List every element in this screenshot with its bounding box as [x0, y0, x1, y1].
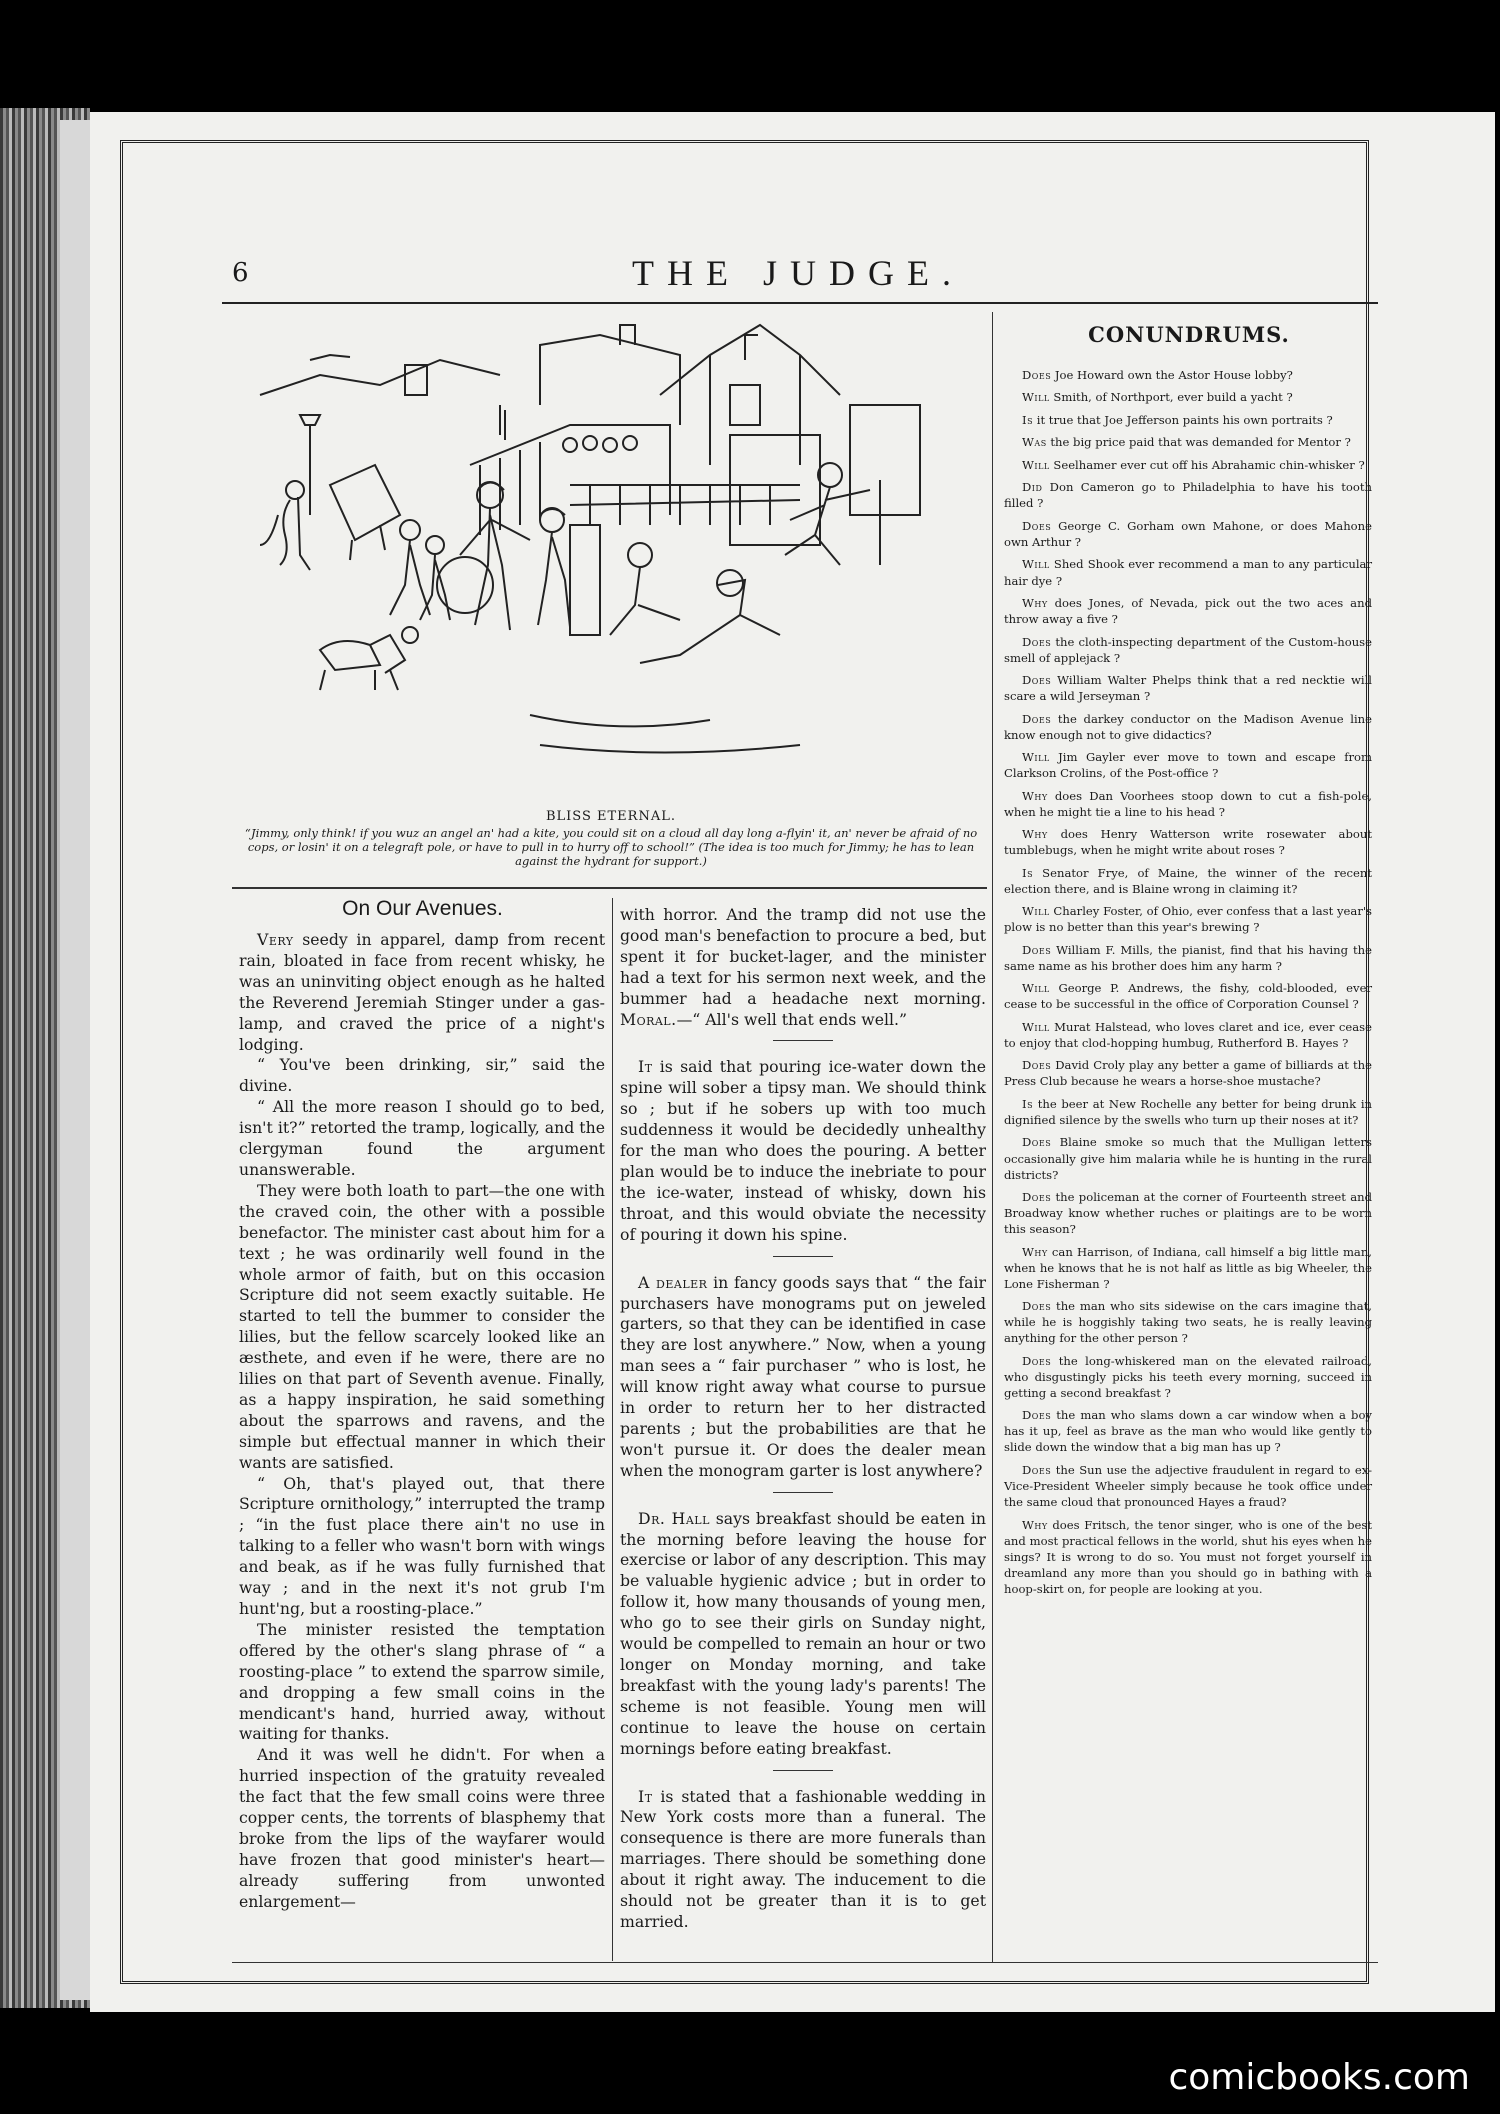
- separator-rule: [773, 1492, 833, 1493]
- conundrum-item: Did Don Cameron go to Philadelphia to have his tooth filled ?: [1004, 480, 1372, 511]
- conundrum-item: Does William Walter Phelps think that a red necktie will scare a wild Jerseyman ?: [1004, 673, 1372, 704]
- conundrum-item: Will Smith, of Northport, ever build a yacht ?: [1022, 390, 1293, 405]
- watermark: comicbooks.com: [1168, 2057, 1470, 2098]
- page-edges: [60, 120, 90, 2000]
- masthead: THE JUDGE.: [632, 253, 964, 293]
- column-rule-right: [992, 312, 993, 1962]
- conundrum-item: Does the cloth-inspecting department of the Custom-house smell of applejack ?: [1004, 634, 1372, 665]
- conundrum-item: Does Joe Howard own the Astor House lobby?: [1022, 368, 1293, 382]
- item-paragraph: Dr. Hall says breakfast should be eaten in the morning before leaving the house for exercise or labor of any description. This may be valuable hygienic advice ; but in order to follow it, how many thousands of young men, who go to see their girls on Sunday night, would be compelled to remain an hour or two longer on Monday morning, and take breakfast with the young lady's parents! The scheme is not feasible. Young men will continue to leave the house on certain mornings before eating breakfast.: [620, 1508, 986, 1758]
- article-paragraph: The minister resisted the temptation offered by the other's slang phrase of “ a roosting-place ” to extend the sparrow simile, and dropping a few small coins in the mendicant's hand, hurried away, without waiting for thanks.: [239, 1619, 605, 1744]
- conundrum-item: Is the beer at New Rochelle any better for being drunk in dignified silence by the swells who turn up their noses at it?: [1004, 1096, 1372, 1127]
- middle-column: [620, 905, 986, 1933]
- article-title: On Our Avenues.: [342, 897, 503, 920]
- conundrum-item: Will Seelhamer ever cut off his Abrahamic chin-whisker ?: [1022, 457, 1365, 472]
- conundrum-item: Why can Harrison, of Indiana, call himself a big little man, when he knows that he is not half as little as big Wheeler, the Lone Fisherman ?: [1004, 1244, 1372, 1291]
- bottom-rule: [232, 1962, 1378, 1963]
- conundrum-item: Does David Croly play any better a game of billiards at the Press Club because he wears a horse-shoe mustache?: [1004, 1058, 1372, 1089]
- separator-rule: [773, 1256, 833, 1257]
- item-paragraph: It is stated that a fashionable wedding in New York costs more than a funeral. The consequence is there are more funerals than marriages. There should be something done about it right away. The inducement to die should not be greater than it is to get married.: [620, 1786, 986, 1931]
- article-body-column: [239, 930, 605, 1913]
- masthead-rule: [222, 302, 1378, 304]
- item-paragraph: A dealer in fancy goods says that “ the fair purchasers have monograms put on jeweled garters, so that they can be identified in case they are lost anywhere.” Now, when a young man sees a “ fair purchaser ” who is lost, he will know right away what course to pursue in order to return her to her distracted parents ; but the probabilities are that he won't pursue it. Or does the dealer mean when the monogram garter is lost anywhere?: [620, 1272, 986, 1480]
- item-paragraph: It is said that pouring ice-water down the spine will sober a tipsy man. We should think so ; but if he sobers up with too much suddenness it would be decidedly unhealthy for the man who does the pouring. A better plan would be to induce the inebriate to pour the ice-water, instead of whisky, down his throat, and this would obviate the necessity of pouring it down his spine.: [620, 1057, 986, 1244]
- page-number: 6: [232, 258, 249, 288]
- column-rule-left: [612, 898, 613, 1961]
- cartoon-caption: “Jimmy, only think! if you wuz an angel an' had a kite, you could sit on a cloud all day long a-flyin' it, an' never be afraid of no cops, or losin' it on a telegraft pole, or have to pull in to hurry off to school!” (The idea is too much for Jimmy; he has to lean against the hydrant for support.): [244, 826, 978, 868]
- separator-rule: [773, 1040, 833, 1041]
- article-paragraph: Very seedy in apparel, damp from recent rain, bloated in face from recent whisky, he was an uninviting object enough as he halted the Reverend Jeremiah Stinger under a gas-lamp, and craved the price of a night's lodging.: [239, 930, 605, 1054]
- conundrum-item: Will Shed Shook ever recommend a man to any particular hair dye ?: [1004, 557, 1372, 588]
- conundrum-item: Why does Dan Voorhees stoop down to cut a fish-pole, when he might tie a line to his head ?: [1004, 788, 1372, 819]
- cartoon-illustration: [240, 315, 982, 795]
- conundrum-item: Does the long-whiskered man on the elevated railroad, who disgustingly picks his teeth every morning, succeed in getting a second breakfast ?: [1004, 1353, 1372, 1400]
- article-paragraph: And it was well he didn't. For when a hurried inspection of the gratuity revealed the fact that the few small coins were three copper cents, the torrents of blasphemy that broke from the lips of the wayfarer would have frozen that good minister's heart—already suffering from unwonted enlargement—: [239, 1745, 605, 1911]
- section-rule: [232, 887, 987, 889]
- article-paragraph: “ You've been drinking, sir,” said the divine.: [239, 1055, 605, 1096]
- separator-rule: [773, 1770, 833, 1771]
- conundrum-item: Will Charley Foster, of Ohio, ever confess that a last year's plow is no better than this year's brewing ?: [1004, 904, 1372, 935]
- conundrum-item: Does the policeman at the corner of Fourteenth street and Broadway know whether ruches or plaitings are to be worn this season?: [1004, 1190, 1372, 1237]
- conundrum-item: Does the man who slams down a car window when a boy has it up, feel as brave as the man who would like gently to slide down the window that a big man has up ?: [1004, 1408, 1372, 1455]
- conundrum-item: Does George C. Gorham own Mahone, or does Mahone own Arthur ?: [1004, 518, 1372, 549]
- conundrums-title: CONUNDRUMS.: [1088, 322, 1290, 347]
- drop-lead: Very: [257, 930, 294, 949]
- article-continuation: with horror. And the tramp did not use the good man's benefaction to procure a bed, but spent it for bucket-lager, and the minister had a text for his sermon next week, and the bummer had a headache next morning. Moral.—“ All's well that ends well.”: [620, 905, 986, 1029]
- conundrum-item: Is it true that Joe Jefferson paints his own portraits ?: [1022, 412, 1333, 427]
- article-paragraph: “ Oh, that's played out, that there Scripture ornithology,” interrupted the tramp ; “in the fust place there ain't no use in talking to a feller who wasn't born with wings and beak, as if he was fully furnished that way ; and in the next it's not grub I'm hunt'ng, but a roosting-place.”: [239, 1473, 605, 1618]
- moral-label: Moral.: [620, 1009, 677, 1029]
- article-paragraph: “ All the more reason I should go to bed, isn't it?” retorted the tramp, logically, and the clergyman found the argument unanswerable.: [239, 1097, 605, 1179]
- conundrum-item: Is Senator Frye, of Maine, the winner of the recent election there, and is Blaine wrong in claiming it?: [1004, 865, 1372, 896]
- conundrum-item: Was the big price paid that was demanded for Mentor ?: [1022, 435, 1351, 450]
- conundrum-item: Does Blaine smoke so much that the Mulligan letters occasionally give him malaria while he is hunting in the rural districts?: [1004, 1135, 1372, 1182]
- conundrum-item: Why does Henry Watterson write rosewater about tumblebugs, when he might write about roses ?: [1004, 827, 1372, 858]
- conundrum-item: Will George P. Andrews, the fishy, cold-blooded, ever cease to be successful in the office of Corporation Counsel ?: [1004, 981, 1372, 1012]
- conundrum-item: Does the darkey conductor on the Madison Avenue line know enough not to give didactics?: [1004, 711, 1372, 742]
- conundrum-item: Why does Fritsch, the tenor singer, who is one of the best and most practical fellows in the world, shut his eyes when he sings? It is wrong to do so. You must not forget yourself in dreamland any more than you should go in bathing with a hoop-skirt on, for people are looking at you.: [1004, 1517, 1372, 1596]
- conundrum-item: Will Murat Halstead, who loves claret and ice, ever cease to enjoy that clod-hopping humbug, Rutherford B. Hayes ?: [1004, 1019, 1372, 1050]
- conundrum-item: Does the Sun use the adjective fraudulent in regard to ex-Vice-President Wheeler simply because he took office under the same cloud that pronounced Hayes a fraud?: [1004, 1462, 1372, 1510]
- conundrum-item: Does William F. Mills, the pianist, find that his having the same name as his brother does him any harm ?: [1004, 942, 1372, 973]
- conundrum-item: Why does Jones, of Nevada, pick out the two aces and throw away a five ?: [1004, 596, 1372, 627]
- cartoon-title: BLISS ETERNAL.: [545, 809, 676, 824]
- conundrums-list: [1004, 367, 1372, 1603]
- conundrum-item: Will Jim Gayler ever move to town and escape from Clarkson Crolins, of the Post-office ?: [1004, 750, 1372, 781]
- conundrum-item: Does the man who sits sidewise on the cars imagine that, while he is hoggishly taking two seats, he is really leaving anything for the other person ?: [1004, 1299, 1372, 1346]
- article-paragraph: They were both loath to part—the one with the craved coin, the other with a possible benefactor. The minister cast about him for a text ; he was ordinarily well found in the whole armor of faith, but on this occasion Scripture did not seem exactly suitable. He started to tell the bummer to consider the lilies, but the fellow scarcely looked like an æsthete, and even if he were, there are no lilies on that part of Seventh avenue. Finally, as a happy inspiration, he said something about the sparrows and ravens, and the simple but effectual manner in which their wants are satisfied.: [239, 1180, 605, 1472]
